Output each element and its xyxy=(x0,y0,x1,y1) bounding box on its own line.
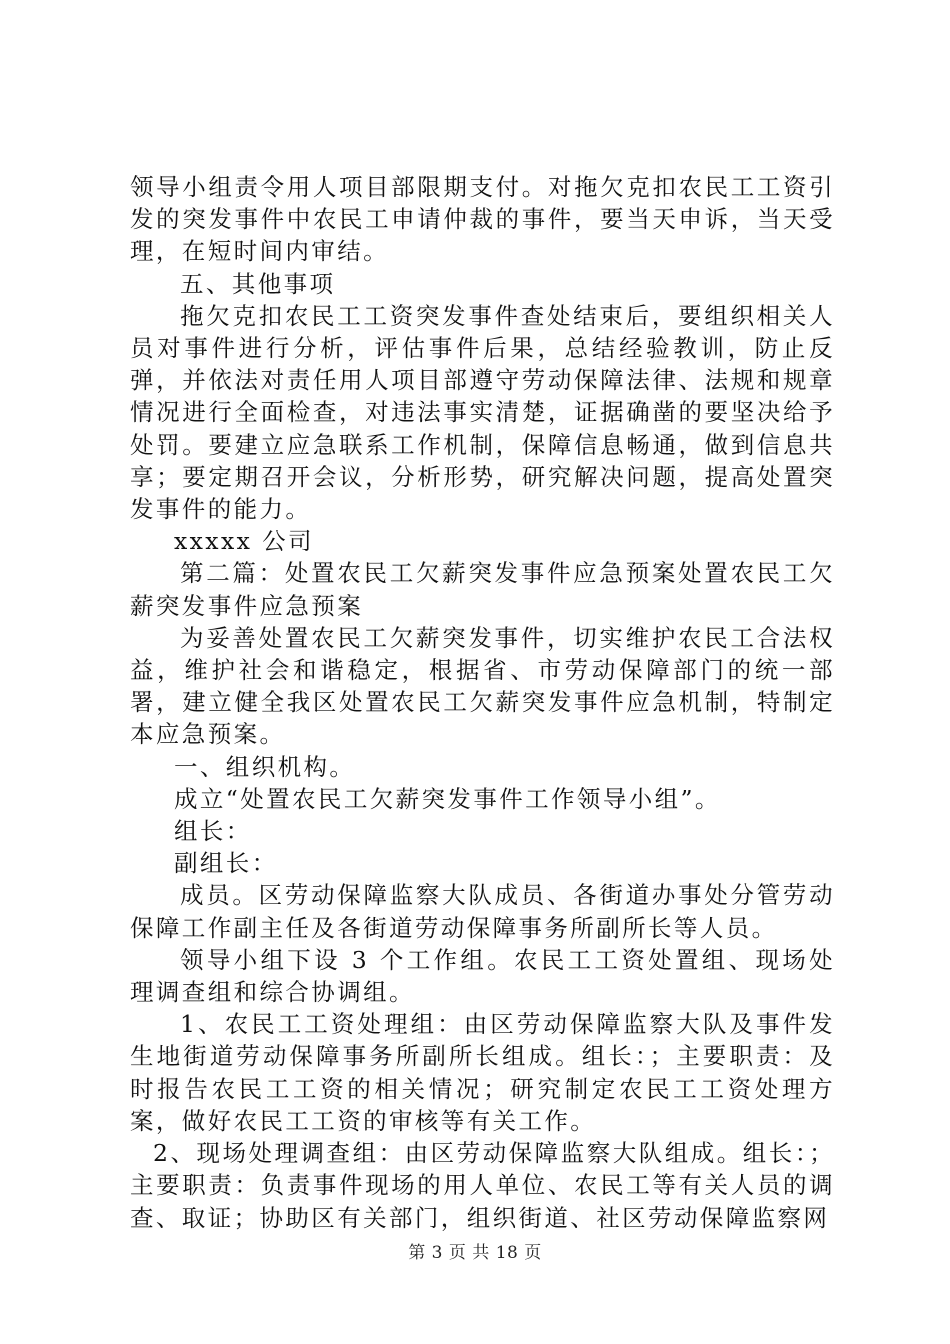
heading-organization: 一、组织机构。 xyxy=(174,752,356,781)
paragraph-members: 成员。区劳动保障监察大队成员、各街道办事处分管劳动保障工作副主任及各街道劳动保障事务所副所长等人员。 xyxy=(130,881,835,942)
paragraph-post-incident-analysis: 拖欠克扣农民工工资突发事件查处结束后，要组织相关人员对事件进行分析，评估事件后果，总结经验教训，防止反弹，并依法对责任用人项目部遵守劳动保障法律、法规和规章情况进行全面检查，对违法事实清楚，证据确凿的要坚决给予处罚。要建立应急联系工作机制，保障信息畅通，做到信息共享；要定期召开会议，分析形势，研究解决问题，提高处置突发事件的能力。 xyxy=(130,301,835,524)
heading-other-matters: 五、其他事项 xyxy=(180,269,336,298)
document-body xyxy=(130,171,835,1234)
page-footer: 第 3 页 共 18 页 xyxy=(408,1243,542,1263)
paragraph-wage-handling-group: 1、农民工工资处理组：由区劳动保障监察大队及事件发生地街道劳动保障事务所副所长组成。组长：；主要职责：及时报告农民工工资的相关情况；研究制定农民工工资处理方案，做好农民工工资的审核等有关工作。 xyxy=(130,1010,835,1135)
section-title-second-part: 第二篇：处置农民工欠薪突发事件应急预案处置农民工欠薪突发事件应急预案 xyxy=(130,559,835,620)
deputy-leader-line: 副组长： xyxy=(174,849,278,878)
paragraph-working-groups: 领导小组下设 3 个工作组。农民工工资处置组、现场处理调查组和综合协调组。 xyxy=(130,945,835,1007)
paragraph-purpose: 为妥善处置农民工欠薪突发事件，切实维护农民工合法权益，维护社会和谐稳定，根据省、市劳动保障部门的统一部署，建立健全我区处置农民工欠薪突发事件应急机制，特制定本应急预案。 xyxy=(130,623,835,749)
paragraph-establish-group: 成立“处置农民工欠薪突发事件工作领导小组”。 xyxy=(174,784,721,813)
company-signature: xxxxx 公司 xyxy=(174,527,314,556)
group-leader-line: 组长： xyxy=(174,817,252,846)
paragraph-payment-order: 领导小组责令用人项目部限期支付。对拖欠克扣农民工工资引发的突发事件中农民工申请仲裁的事件，要当天申诉，当天受理，在短时间内审结。 xyxy=(130,173,835,266)
paragraph-onsite-investigation-group: 2、现场处理调查组：由区劳动保障监察大队组成。组长：；主要职责：负责事件现场的用人单位、农民工等有关人员的调查、取证；协助区有关部门，组织街道、社区劳动保障监察网 xyxy=(130,1139,835,1232)
